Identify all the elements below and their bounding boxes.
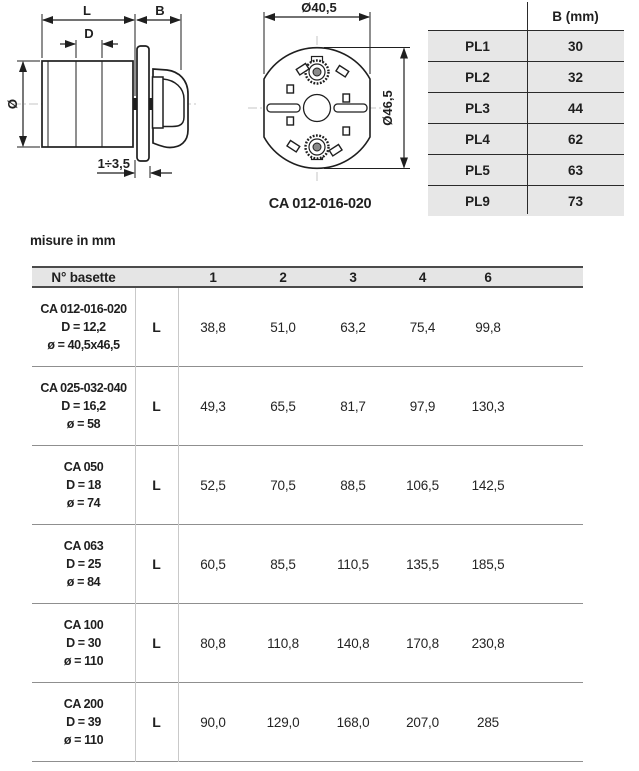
dimensions-table-header bbox=[32, 266, 583, 288]
b-row-model: PL3 bbox=[465, 100, 490, 116]
value-cell: 63,2 bbox=[340, 319, 366, 335]
b-row-model: PL5 bbox=[465, 162, 490, 178]
model-cell: CA 050 D = 18 ø = 74 bbox=[63, 460, 104, 510]
value-cell: 207,0 bbox=[406, 714, 439, 730]
model-cell: CA 063 D = 25 ø = 84 bbox=[63, 539, 104, 589]
b-row-value: 30 bbox=[567, 38, 584, 54]
b-row-model: PL9 bbox=[465, 193, 490, 209]
unit-cell: L bbox=[152, 635, 161, 651]
value-cell: 99,8 bbox=[475, 319, 501, 335]
table-row bbox=[428, 185, 624, 216]
model-cell: CA 100 D = 30 ø = 110 bbox=[63, 618, 104, 668]
value-cell: 81,7 bbox=[340, 398, 366, 414]
unit-cell: L bbox=[152, 398, 161, 414]
col-header-3: 3 bbox=[349, 269, 357, 285]
model-cell: CA 025-032-040 D = 16,2 ø = 58 bbox=[40, 381, 127, 431]
value-cell: 90,0 bbox=[200, 714, 226, 730]
b-row-value: 32 bbox=[567, 69, 584, 85]
right-slot bbox=[334, 104, 367, 112]
value-cell: 110,5 bbox=[337, 556, 369, 572]
model-cell: CA 012-016-020 D = 12,2 ø = 40,5x46,5 bbox=[40, 302, 127, 352]
table-row bbox=[428, 30, 624, 61]
switch-body bbox=[42, 61, 133, 147]
b-row-value: 44 bbox=[567, 100, 584, 116]
value-cell: 52,5 bbox=[200, 477, 226, 493]
table-row bbox=[32, 604, 583, 683]
value-cell: 142,5 bbox=[471, 477, 505, 493]
value-cell: 85,5 bbox=[270, 556, 296, 572]
value-cell: 135,5 bbox=[406, 556, 439, 572]
value-cell: 230,8 bbox=[471, 635, 505, 651]
value-cell: 88,5 bbox=[340, 477, 366, 493]
value-cell: 110,8 bbox=[267, 635, 299, 651]
dim-label-D: D bbox=[84, 26, 94, 41]
unit-cell: L bbox=[152, 714, 161, 730]
dimensions-table bbox=[32, 266, 583, 762]
knob-grip bbox=[153, 77, 164, 128]
table-row bbox=[428, 61, 624, 92]
unit-cell: L bbox=[152, 556, 161, 572]
value-cell: 80,8 bbox=[200, 635, 226, 651]
value-cell: 170,8 bbox=[406, 635, 439, 651]
unit-cell: L bbox=[152, 477, 161, 493]
value-cell: 38,8 bbox=[200, 319, 226, 335]
value-cell: 60,5 bbox=[200, 556, 226, 572]
units-note: misure in mm bbox=[30, 233, 116, 248]
dim-label-diameter: Ø bbox=[5, 98, 20, 110]
table-row bbox=[428, 123, 624, 154]
col-header-4: 4 bbox=[418, 269, 427, 285]
value-cell: 49,3 bbox=[200, 398, 226, 414]
value-cell: 129,0 bbox=[266, 714, 300, 730]
dim-label-panel-thickness: 1÷3,5 bbox=[97, 156, 130, 171]
table-row bbox=[32, 288, 583, 367]
b-table-header-row bbox=[428, 2, 624, 30]
col-header-2: 2 bbox=[279, 269, 287, 285]
value-cell: 97,9 bbox=[409, 398, 436, 414]
value-cell: 185,5 bbox=[471, 556, 505, 572]
dim-label-d405: Ø40,5 bbox=[301, 0, 337, 15]
dim-label-L: L bbox=[83, 3, 91, 18]
table-row bbox=[32, 367, 583, 446]
table-row bbox=[32, 683, 583, 762]
front-view-drawing bbox=[240, 0, 426, 216]
left-slot bbox=[267, 104, 300, 112]
b-table-header: B (mm) bbox=[552, 8, 599, 24]
value-cell: 106,5 bbox=[406, 477, 439, 493]
model-cell: CA 200 D = 39 ø = 110 bbox=[63, 697, 104, 747]
col-header-basette: N° basette bbox=[51, 269, 116, 285]
front-view-caption: CA 012-016-020 bbox=[268, 196, 372, 212]
value-cell: 130,3 bbox=[471, 398, 505, 414]
table-row bbox=[32, 446, 583, 525]
unit-cell: L bbox=[152, 319, 161, 335]
b-row-model: PL1 bbox=[465, 38, 490, 54]
b-row-value: 63 bbox=[567, 162, 584, 178]
dim-label-d465: Ø46,5 bbox=[380, 90, 395, 126]
col-header-1: 1 bbox=[209, 269, 217, 285]
b-table-divider bbox=[527, 2, 528, 214]
table-row bbox=[428, 92, 624, 123]
table-divider bbox=[178, 288, 179, 762]
shaft-hole bbox=[304, 95, 331, 122]
b-row-value: 62 bbox=[567, 131, 584, 147]
table-row bbox=[428, 154, 624, 185]
mounting-flange bbox=[137, 46, 149, 161]
side-view-drawing bbox=[0, 0, 212, 192]
value-cell: 285 bbox=[477, 714, 499, 730]
table-divider bbox=[135, 288, 136, 762]
value-cell: 75,4 bbox=[409, 319, 436, 335]
value-cell: 65,5 bbox=[270, 398, 296, 414]
value-cell: 140,8 bbox=[336, 635, 370, 651]
dim-label-B: B bbox=[155, 3, 165, 18]
table-row bbox=[32, 525, 583, 604]
b-row-model: PL4 bbox=[465, 131, 490, 147]
value-cell: 70,5 bbox=[270, 477, 296, 493]
b-row-model: PL2 bbox=[465, 69, 490, 85]
b-row-value: 73 bbox=[567, 193, 584, 209]
col-header-6: 6 bbox=[484, 269, 492, 285]
value-cell: 51,0 bbox=[270, 319, 296, 335]
b-dimension-table bbox=[428, 2, 624, 216]
value-cell: 168,0 bbox=[336, 714, 370, 730]
